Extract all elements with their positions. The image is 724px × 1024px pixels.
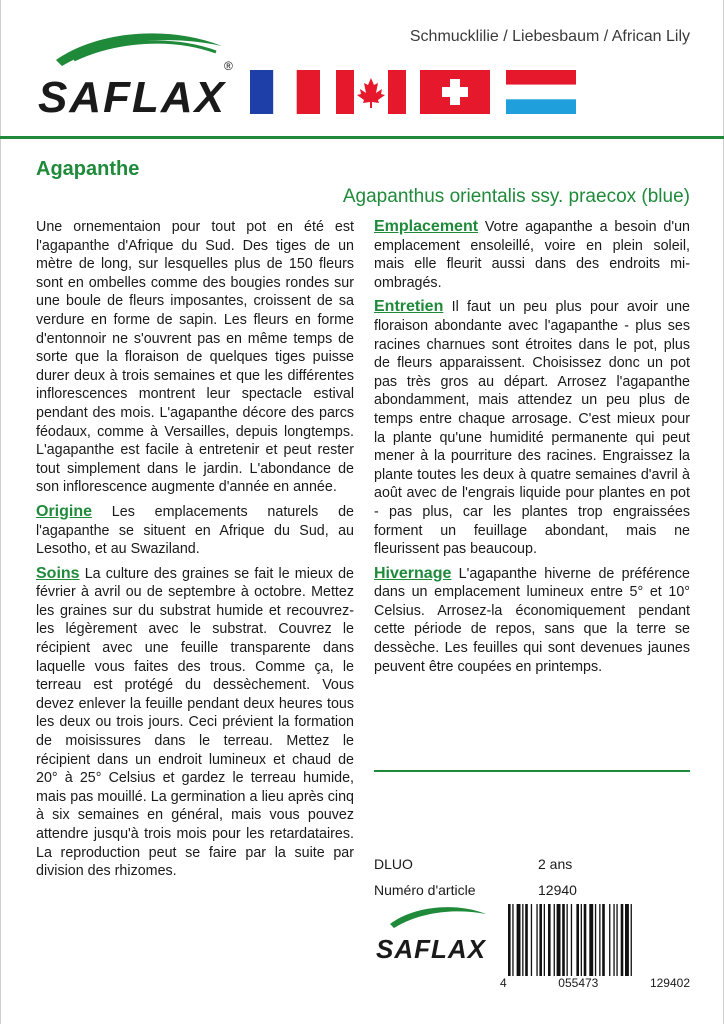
emplacement-heading: Emplacement: [374, 218, 479, 235]
common-names: Schmucklilie / Liebesbaum / African Lily: [409, 28, 690, 45]
barcode-bar: [581, 904, 582, 976]
latin-name: Agapanthus orientalis ssy. praecox (blue): [342, 186, 690, 207]
emplacement-text: Votre agapanthe a besoin d'un emplacement ensoleillé, voire en plein soleil, mais elle fleurit aussi dans des endroits mi-ombragés.: [374, 219, 690, 291]
barcode-digit-first: 4: [500, 976, 507, 990]
flag-france-icon: [250, 70, 320, 114]
header-divider: [0, 136, 724, 139]
brand-text-small: SAFLAX: [376, 934, 486, 964]
barcode-bar: [595, 904, 596, 976]
barcode-bar: [616, 904, 617, 976]
entretien-heading: Entretien: [374, 298, 444, 316]
barcode-bar: [525, 904, 528, 976]
soins-heading: Soins: [36, 564, 80, 582]
barcode-bar: [539, 904, 542, 976]
barcode-bar: [599, 904, 600, 976]
barcode-bar: [548, 904, 551, 976]
barcode-bar: [531, 904, 532, 976]
barcode-bar: [609, 904, 610, 976]
barcode-bar: [589, 904, 593, 976]
barcode-bar: [625, 904, 629, 976]
hivernage-text: L'agapanthe hiverne de préférence dans un emplacement lumineux entre 5° et 10° Celsius. Arrosez-la économiquement pendant cette période de repos, sans que la terre se dessèche. Les feuilles qui sont devenues jaunes peuvent être coupées en printemps.: [374, 565, 690, 675]
barcode-bar: [512, 904, 513, 976]
barcode-bar: [522, 904, 523, 976]
plant-name: Agapanthe: [36, 158, 140, 180]
barcode-group-1: 055473: [558, 976, 599, 990]
flag-luxembourg-icon: [506, 70, 576, 114]
right-column: [374, 218, 690, 682]
barcode-numbers: [500, 976, 690, 990]
hivernage-section: [374, 565, 690, 677]
barcode-bar: [517, 904, 521, 976]
barcode-bar: [508, 904, 511, 976]
barcode-bar: [536, 904, 537, 976]
flag-switzerland-icon: [420, 70, 490, 114]
brand-text: SAFLAX: [38, 73, 226, 122]
barcode-bar: [631, 904, 632, 976]
article-label: Numéro d'article: [374, 882, 476, 898]
barcode: [500, 904, 690, 976]
hivernage-heading: Hivernage: [374, 564, 452, 582]
entretien-text: Il faut un peu plus pour avoir une floraison abondante avec l'agapanthe - plus ses racines charnues sont étroites dans le pot, plus de fleurs apparaissent. Choisissez donc un pot pas très gros au départ. Arrosez l'agapanthe abondamment, mais attendez un peu plus de temps entre chaque arrosage. C'est mieux pour la plante qu'une humidité permanente qui peut mener à la pourriture des racines. Engraissez la plante toutes les deux à quatre semaines d'avril à août avec de l'engrais liquide pour plantes en pot - pas plus, car les plantes trop engraissées forment un feuillage abondant, mais ne fleurissent pas beaucoup.: [374, 299, 690, 558]
origine-heading: Origine: [36, 502, 93, 520]
info-divider: [374, 770, 690, 772]
dluo-label: DLUO: [374, 856, 413, 872]
origine-text: Les emplacements naturels de l'agapanthe se situent en Afrique du Sud, au Lesotho, et au Swaziland.: [36, 503, 354, 558]
flag-canada-icon: [336, 70, 406, 114]
barcode-bar: [602, 904, 605, 976]
left-column: [36, 218, 354, 887]
barcode-bar: [562, 904, 565, 976]
intro-paragraph: Une ornementaion pour tout pot en été est l'agapanthe d'Afrique du Sud. Des tiges de un mètre de long, sur lesquelles plus de 150 fleurs sont en ombelles comme des bougies rondes sur une boule de fleurs imposantes, croissent de sa verdure en forme de sapin. Les fleurs en forme d'entonnoir ne s'ouvrent pas en même temps de sorte que la floraison de quelques tiges puisse durer deux à trois semaines et que les différentes inflorescences montrent leur spectacle estival pendant des mois. L'agapanthe décore des parcs féodaux, comme à Versailles, depuis longtemps. L'agapanthe est facile à entretenir et peut rester tout simplement dans le jardin. L'abondance de son inflorescence augmente d'année en année.: [36, 219, 354, 496]
barcode-bar: [571, 904, 572, 976]
barcode-group-2: 129402: [649, 976, 690, 990]
barcode-bar: [576, 904, 579, 976]
saflax-logo-small: [374, 900, 500, 970]
barcode-bar: [554, 904, 555, 976]
article-value: 12940: [538, 882, 577, 898]
dluo-value: 2 ans: [538, 856, 573, 872]
barcode-bar: [584, 904, 587, 976]
barcode-bar: [567, 904, 568, 976]
emplacement-section: [374, 218, 690, 292]
barcode-bar: [557, 904, 561, 976]
barcode-bar: [613, 904, 614, 976]
entretien-section: [374, 298, 690, 558]
soins-section: [36, 565, 354, 881]
barcode-bar: [621, 904, 624, 976]
origine-section: [36, 503, 354, 559]
registered-mark: ®: [224, 59, 233, 73]
soins-text: La culture des graines se fait le mieux de février à avril ou de septembre à octobre. Mettez les graines sur du substrat humide et recouvrez-les légèrement avec le substrat. Couvrez le récipient avec une feuille transparente dans laquelle vous faites des trous. Comme ça, le terreau est protégé du dessèchement. Vous devez enlever la feuille pendant deux heures tous les deux ou trois jours. Ceci prévient la formation de moisissures dans le terreau. Mettez le récipient dans un endroit lumineux et chaud de 20° à 25° Celsius et gardez le terreau humide, mais pas mouillé. La germination a lieu après cinq à six semaines en général, mais vous pouvez attendre jusqu'à trois mois pour les retardataires. La reproduction peut se faire par la suite par division des rhizomes.: [36, 565, 354, 880]
barcode-bar: [544, 904, 545, 976]
saflax-logo: [36, 26, 246, 126]
